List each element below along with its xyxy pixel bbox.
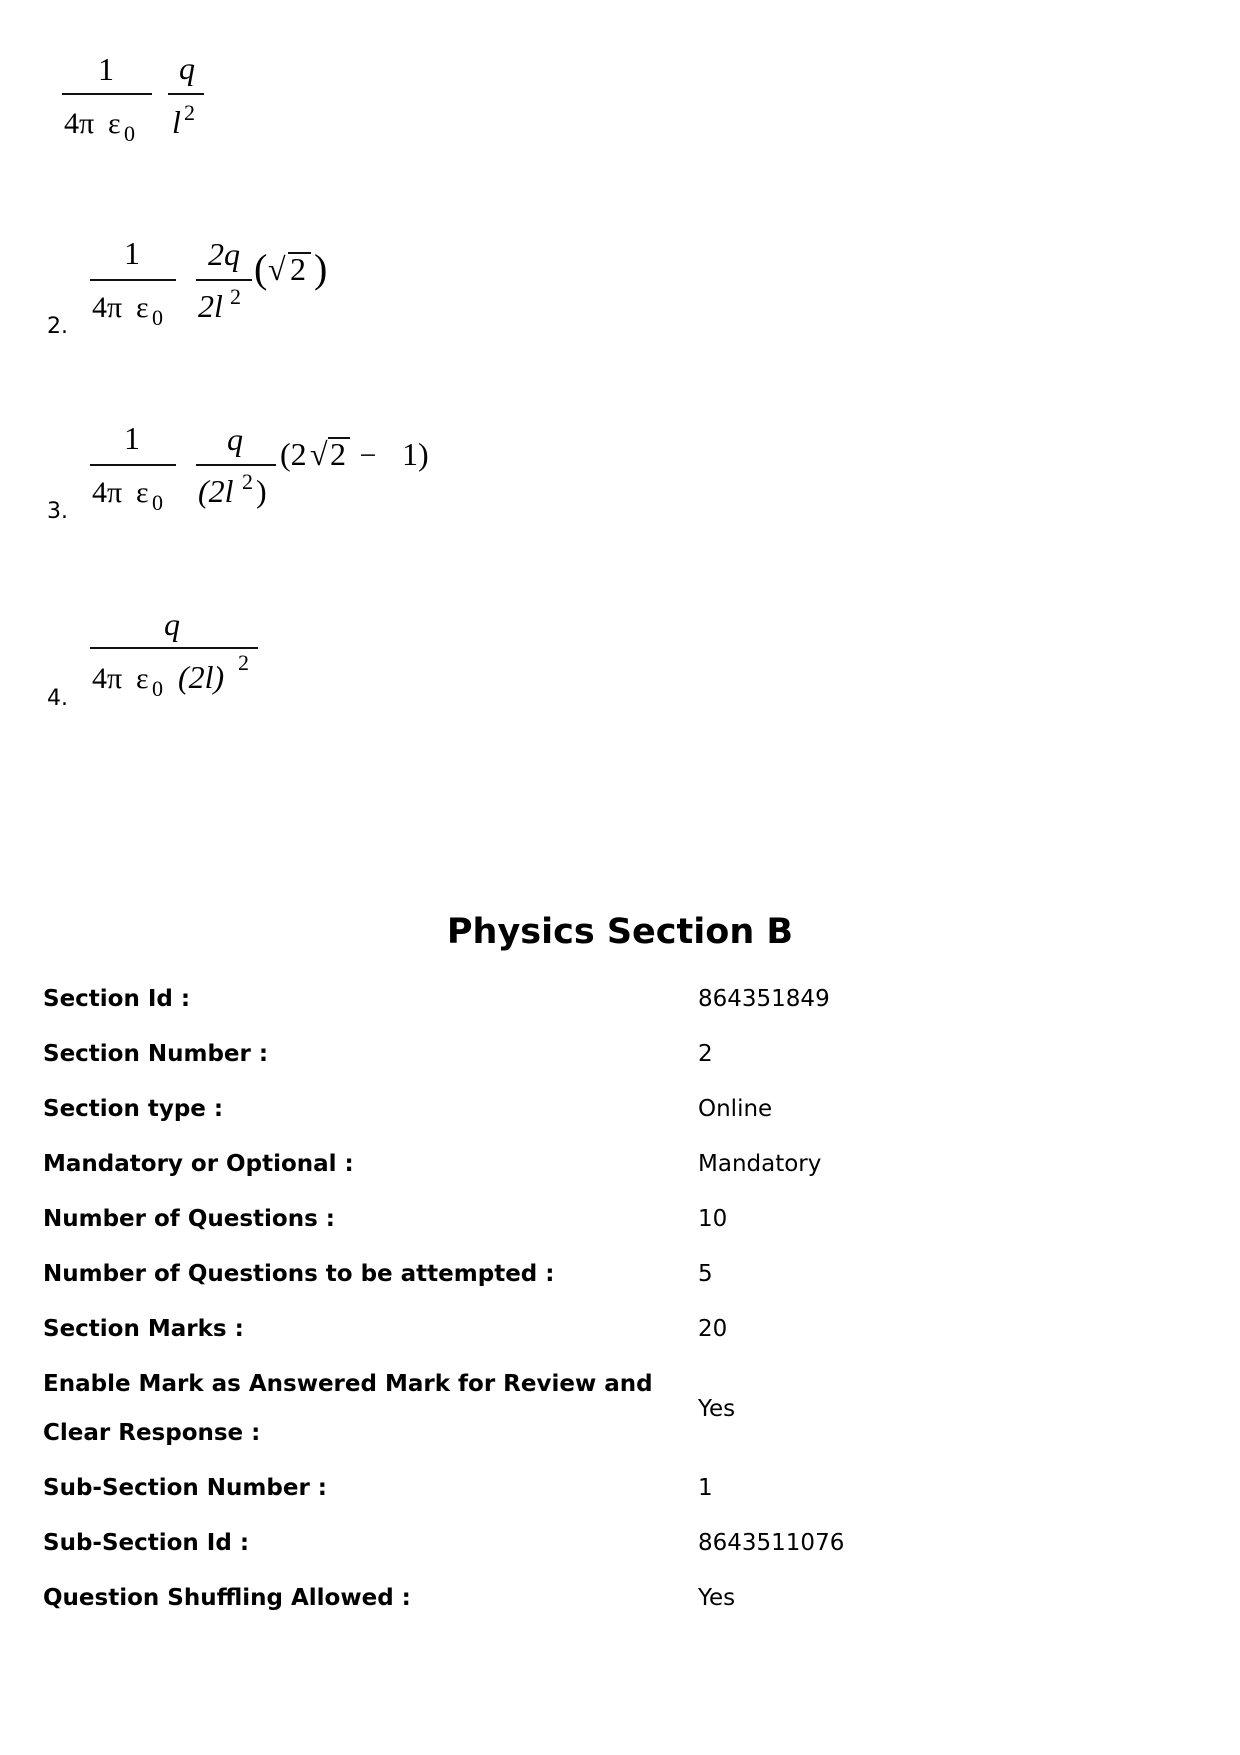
formula-close-paren-denominator: ) bbox=[256, 473, 267, 509]
table-row bbox=[43, 1516, 1203, 1571]
section-type-label: Section type : bbox=[43, 1096, 224, 1122]
section-id-label: Section Id : bbox=[43, 986, 191, 1012]
formula-subscript-zero: 0 bbox=[152, 305, 163, 330]
formula-q: q bbox=[227, 421, 243, 457]
formula-paren-two-l: (2l bbox=[198, 473, 234, 509]
section-marks-value: 20 bbox=[698, 1316, 728, 1342]
option-2-formula bbox=[86, 230, 346, 345]
formula-four-pi: 4π bbox=[92, 476, 123, 509]
section-title: Physics Section B bbox=[446, 912, 794, 952]
sub-section-id-value: 8643511076 bbox=[698, 1530, 845, 1556]
formula-exponent-two: 2 bbox=[230, 284, 241, 309]
formula-subscript-zero: 0 bbox=[152, 490, 163, 515]
option-1-formula bbox=[58, 44, 218, 159]
formula-two-q: 2q bbox=[208, 236, 240, 272]
sub-section-number-value: 1 bbox=[698, 1475, 713, 1501]
section-id-value: 864351849 bbox=[698, 986, 830, 1012]
enable-mark-value: Yes bbox=[698, 1395, 736, 1422]
option-4-number: 4. bbox=[47, 686, 68, 711]
table-row bbox=[43, 1192, 1203, 1247]
enable-mark-label: Enable Mark as Answered Mark for Review and Clear Response : bbox=[43, 1371, 653, 1446]
formula-four-pi: 4π bbox=[92, 662, 123, 695]
formula-exponent-two: 2 bbox=[242, 469, 253, 494]
section-marks-label: Section Marks : bbox=[43, 1316, 244, 1342]
formula-four-pi: 4π bbox=[92, 291, 123, 324]
mandatory-value: Mandatory bbox=[698, 1151, 822, 1177]
question-shuffling-label: Question Shuffling Allowed : bbox=[43, 1585, 411, 1611]
option-3-formula bbox=[86, 415, 466, 530]
formula-minus: − bbox=[352, 439, 384, 472]
sub-section-id-label: Sub-Section Id : bbox=[43, 1530, 250, 1556]
table-row bbox=[43, 1247, 1203, 1302]
sub-section-number-label: Sub-Section Number : bbox=[43, 1475, 328, 1501]
table-row bbox=[43, 1302, 1203, 1357]
formula-epsilon: ε bbox=[136, 476, 149, 509]
section-number-label: Section Number : bbox=[43, 1041, 269, 1067]
formula-two-l: 2l bbox=[198, 288, 223, 324]
formula-close-paren: ) bbox=[314, 246, 328, 291]
formula-sqrt-sign: √ bbox=[310, 436, 328, 472]
table-row bbox=[43, 1357, 1203, 1461]
formula-four-pi: 4π bbox=[64, 107, 95, 140]
formula-exponent-two: 2 bbox=[184, 100, 195, 125]
table-row bbox=[43, 1461, 1203, 1516]
table-row bbox=[43, 1082, 1203, 1137]
formula-exponent-two: 2 bbox=[238, 650, 249, 675]
formula-numerator-one: 1 bbox=[124, 420, 140, 456]
mandatory-label: Mandatory or Optional : bbox=[43, 1151, 354, 1177]
formula-numerator-one: 1 bbox=[124, 235, 140, 271]
number-of-questions-label: Number of Questions : bbox=[43, 1206, 335, 1232]
formula-open-paren: ( bbox=[254, 246, 268, 291]
questions-to-attempt-label: Number of Questions to be attempted : bbox=[43, 1261, 555, 1287]
option-3-number: 3. bbox=[47, 499, 68, 524]
formula-epsilon: ε bbox=[136, 291, 149, 324]
formula-epsilon: ε bbox=[136, 662, 149, 695]
question-shuffling-value: Yes bbox=[698, 1585, 736, 1611]
section-type-value: Online bbox=[698, 1096, 773, 1122]
option-4-formula bbox=[86, 600, 286, 715]
table-row bbox=[43, 972, 1203, 1027]
table-row bbox=[43, 1027, 1203, 1082]
formula-sqrt-two: 2 bbox=[290, 251, 306, 287]
formula-epsilon: ε bbox=[108, 107, 121, 140]
formula-q: q bbox=[179, 50, 195, 86]
formula-sqrt-two: 2 bbox=[330, 436, 346, 472]
number-of-questions-value: 10 bbox=[698, 1206, 728, 1232]
formula-open-paren-two: (2 bbox=[280, 436, 307, 472]
formula-sqrt-sign: √ bbox=[268, 251, 286, 287]
table-row bbox=[43, 1137, 1203, 1192]
questions-to-attempt-value: 5 bbox=[698, 1261, 713, 1287]
formula-subscript-zero: 0 bbox=[152, 676, 163, 701]
table-row bbox=[43, 1571, 1203, 1626]
formula-l: l bbox=[172, 104, 181, 140]
formula-one-close-paren: 1) bbox=[402, 436, 429, 472]
section-number-value: 2 bbox=[698, 1041, 713, 1067]
formula-numerator-one: 1 bbox=[98, 51, 114, 87]
formula-q: q bbox=[164, 606, 180, 642]
option-2-number: 2. bbox=[47, 314, 68, 339]
section-info-table bbox=[43, 972, 1203, 1626]
formula-paren-two-l: (2l) bbox=[178, 659, 225, 695]
formula-subscript-zero: 0 bbox=[124, 121, 135, 146]
